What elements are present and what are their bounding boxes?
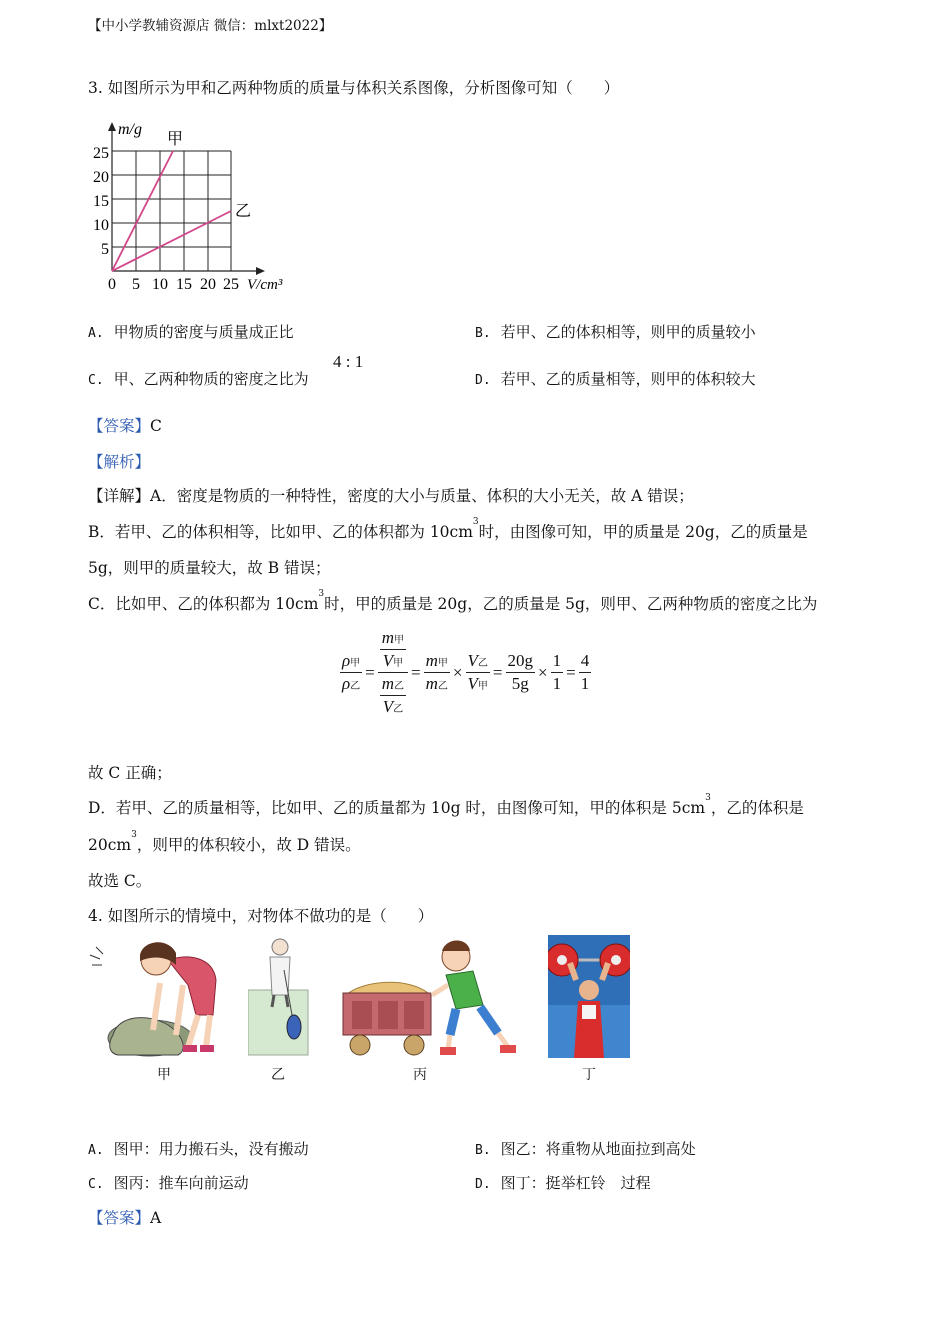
text: 时，甲的质量是 20g，乙的质量是 5g，则甲、乙两种物质的密度之比为 — [324, 595, 818, 613]
illustration-bing — [338, 935, 523, 1057]
sub: 甲 — [350, 658, 361, 669]
num: 4 — [579, 651, 592, 673]
y-tick: 20 — [93, 169, 109, 186]
text: D．若甲、乙的质量相等，比如甲、乙的质量都为 10g 时，由图像可知，甲的体积是 5cm — [88, 799, 706, 817]
op: = — [566, 662, 576, 682]
text: ，乙的体积是 — [710, 799, 804, 817]
x-tick: 15 — [176, 276, 192, 293]
caption-ding: 丁 — [582, 1067, 596, 1083]
frac-rho — [340, 651, 362, 694]
sym: m — [381, 674, 395, 693]
line-yi-label: 乙 — [235, 201, 252, 220]
q3-detail-b-line2: 5g，则甲的质量较大，故 B 错误； — [88, 559, 331, 577]
sub: 乙 — [393, 704, 404, 715]
line-jia — [112, 151, 173, 271]
sym: m — [425, 674, 438, 693]
q3-choose: 故选 C。 — [88, 872, 152, 890]
y-tick: 15 — [93, 193, 109, 210]
den: 1 — [552, 674, 562, 693]
x-tick: 20 — [200, 276, 216, 293]
q4-option-d[interactable] — [475, 1172, 651, 1193]
sym: m — [381, 628, 395, 647]
option-text: 甲物质的密度与质量成正比 — [113, 323, 294, 341]
answer-label: 【答案】 — [88, 1209, 151, 1227]
q3-c-correct: 故 C 正确； — [88, 764, 172, 782]
option-key: B. — [475, 326, 491, 341]
text: C．比如甲、乙的体积都为 10cm — [88, 595, 319, 613]
grid — [112, 151, 231, 271]
option-key: B. — [475, 1143, 491, 1158]
frac-one — [551, 651, 564, 694]
option-key: D. — [475, 1177, 491, 1192]
option-text: 图甲：用力搬石头，没有搬动 — [113, 1140, 309, 1158]
illustration-yi — [248, 935, 310, 1057]
q4-option-b[interactable] — [475, 1138, 696, 1159]
q3-detail-a — [88, 484, 694, 506]
option-key: C. — [88, 373, 104, 388]
den: 5g — [511, 674, 529, 693]
frac-m — [424, 651, 450, 694]
sym: V — [382, 651, 394, 670]
line-jia-label: 甲 — [167, 129, 184, 148]
den: 1 — [580, 674, 590, 693]
option-text: 甲、乙两种物质的密度之比为 — [113, 370, 309, 388]
q3-option-a[interactable] — [88, 321, 294, 342]
q3-detail-b-line1 — [88, 517, 808, 542]
sub: 乙 — [394, 681, 405, 692]
num: 20g — [506, 651, 536, 673]
text: ，则甲的体积较小，故 D 错误。 — [136, 836, 361, 854]
y-tick: 10 — [93, 217, 109, 234]
x-axis-arrow — [256, 267, 265, 275]
frac-mass-values — [506, 651, 536, 694]
q3-answer — [88, 414, 162, 436]
x-tick: 5 — [132, 276, 140, 293]
frac-compound — [378, 628, 408, 717]
text: 时，由图像可知，甲的质量是 20g，乙的质量是 — [478, 523, 808, 541]
density-ratio-formula — [340, 628, 591, 717]
sym: m — [425, 651, 438, 670]
sym: V — [467, 674, 478, 693]
sub: 乙 — [477, 658, 488, 669]
text: 20cm — [88, 836, 132, 854]
caption-yi: 乙 — [271, 1067, 285, 1083]
y-axis-arrow — [108, 122, 116, 131]
caption-bing: 丙 — [413, 1067, 427, 1083]
answer-label: 【答案】 — [88, 417, 151, 435]
sym: V — [382, 697, 394, 716]
q4-stem: 4. 如图所示的情境中，对物体不做功的是（ ） — [88, 907, 434, 925]
q3-option-c[interactable] — [88, 368, 309, 389]
option-text: 图丙：推车向前运动 — [113, 1174, 249, 1192]
illustration-ding — [548, 935, 630, 1058]
sub: 甲 — [394, 635, 405, 646]
x-tick: 0 — [108, 276, 116, 293]
op: × — [452, 662, 463, 682]
superscript: 3 — [131, 830, 137, 840]
q3-analysis-label: 【解析】 — [88, 453, 151, 471]
x-tick: 25 — [223, 276, 239, 293]
sym: V — [467, 651, 478, 670]
sub: 甲 — [393, 658, 404, 669]
superscript: 3 — [705, 793, 711, 803]
sub: 乙 — [437, 681, 448, 692]
q3-detail-c — [88, 589, 818, 614]
sym: ρ — [342, 651, 351, 670]
option-text: 图乙：将重物从地面拉到高处 — [500, 1140, 696, 1158]
op: × — [538, 662, 548, 682]
q3-option-d[interactable] — [475, 368, 756, 389]
option-text: 若甲、乙的体积相等，则甲的质量较小 — [500, 323, 756, 341]
sub: 甲 — [477, 681, 488, 692]
x-axis-label: V/cm³ — [247, 277, 283, 293]
q3-detail-d-line2 — [88, 830, 361, 855]
q3-option-b[interactable] — [475, 321, 756, 342]
q3-stem: 3. 如图所示为甲和乙两种物质的质量与体积关系图像，分析图像可知（ ） — [88, 79, 620, 97]
op: = — [365, 662, 375, 682]
sub: 乙 — [350, 681, 361, 692]
y-axis-label: m/g — [118, 121, 142, 138]
text: B．若甲、乙的体积相等，比如甲、乙的体积都为 10cm — [88, 523, 473, 541]
q3-option-c-ratio: 4 : 1 — [333, 352, 364, 371]
frac-v — [466, 651, 490, 694]
frac-result — [579, 651, 592, 694]
x-tick: 10 — [152, 276, 168, 293]
option-key: D. — [475, 373, 491, 388]
illustration-jia — [88, 935, 223, 1060]
detail-a-text: A．密度是物质的一种特性，密度的大小与质量、体积的大小无关，故 A 错误； — [150, 487, 694, 505]
option-key: A. — [88, 1143, 104, 1158]
option-key: C. — [88, 1177, 104, 1192]
superscript: 3 — [472, 517, 479, 527]
option-text: 若甲、乙的质量相等，则甲的体积较大 — [500, 370, 756, 388]
op: = — [411, 662, 421, 682]
mass-volume-graph — [85, 114, 300, 299]
q4-option-a[interactable] — [88, 1138, 309, 1159]
superscript: 3 — [318, 589, 325, 599]
op: = — [492, 662, 503, 682]
detail-label: 【详解】 — [88, 487, 151, 505]
sub: 甲 — [437, 658, 448, 669]
line-yi — [112, 211, 231, 271]
option-text: 图丁：挺举杠铃 过程 — [500, 1174, 651, 1192]
y-tick: 5 — [101, 241, 109, 258]
q3-detail-d-line1 — [88, 793, 804, 818]
header-text: 【中小学教辅资源店 微信：mlxt2022】 — [88, 18, 333, 34]
q4-option-c[interactable] — [88, 1172, 249, 1193]
answer-value: C — [150, 417, 162, 435]
sym: ρ — [342, 674, 351, 693]
q4-answer — [88, 1206, 161, 1228]
option-key: A. — [88, 326, 104, 341]
caption-jia: 甲 — [157, 1067, 171, 1083]
y-tick: 25 — [93, 145, 109, 162]
num: 1 — [551, 651, 564, 673]
answer-value: A — [150, 1209, 162, 1227]
